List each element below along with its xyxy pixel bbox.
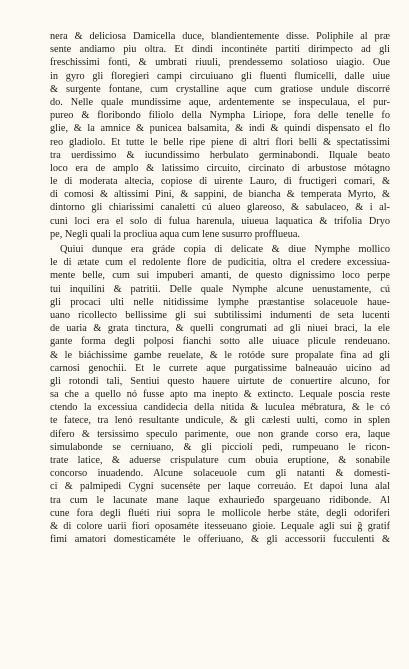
text-line: le di moderata altecia, copiose di uirente Lauro, di fructigeri comari, & (50, 176, 390, 188)
text-line: pureo & floribondo filiolo della Nympha Liriope, fora delle tenelle fo (50, 110, 390, 122)
text-line: cuni loci era el solo di fulua harenula, uiueua laquatica & trifolia Dryo (50, 215, 390, 227)
text-line: reo gladiolo. Et tutte le belle ripe piene di altri flori belli & spectatissimi (50, 136, 390, 148)
text-line: sente andiamo piu oltra. Et dindi incontinéte partiti dirimpecto ad gli (50, 44, 390, 56)
text-line: carnosi genochii. Et le currete aque purgatissime balneauáo uicino ad (50, 362, 390, 374)
text-line: ci & palmipedi Cygni sucenséte per laque correuáo. Et dapoi luna alal (50, 481, 390, 493)
text-line: difero & tersissimo speculo parimente, oue non grande corso era, laque (50, 428, 390, 440)
text-line: & di colore uarii fiori oposaméte itesseuano gioie. Lequale agli sui ğ gratif (50, 520, 390, 532)
text-line: Quiui dunque era gráde copia di delicate & diue Nymphe mollico (60, 244, 390, 255)
text-line: glie, & la amnice & punicea balsamita, & indi & quindi dispensato el flo (50, 123, 390, 135)
text-line: gli procaci ulti nelle nitidissime lymphe præstantise solaceuole haue- (50, 296, 390, 308)
text-line: pe, Negli quali la procliua aqua cum lene susurro profflueua. (50, 228, 300, 240)
text-line: ctendo la excessiua candidecia della nitida & luculea mébratura, & le có (50, 402, 390, 414)
text-line: simulabonde se cerniuano, & gli picciolí pedi, rumpeuano le ricon- (50, 441, 390, 453)
text-line: gante forma degli polposi fianchi sotto alle uiuace plicule rendeuano. (50, 336, 390, 348)
text-line: te fatece, tra lenó resultante undicule, & gli cælesti uulti, como in splen (50, 415, 390, 427)
text-line: & surgente fontane, cum crystalline aque cum gratiose undule discorré (50, 83, 390, 95)
text-line: tra uerdissimo & iucundissimo herbulato germinabondi. Ilquale beato (50, 149, 390, 161)
text-line: sa che a quello nó fusse apto ma inepto & extincto. Lequale poscia reste (50, 389, 390, 401)
text-line: cune fora degli fluéti riui sopra le mollicole herbe státe, degli odoriferi (50, 507, 390, 519)
text-line: dintorno gli chiarissimi canaletti cú alueo glareoso, & sabulaceo, & i al- (50, 202, 390, 214)
text-line: le di ætate cum el redolente flore de pudicitia, oltra el credere excessiua- (50, 257, 390, 269)
text-line: do. Nelle quale mundissime aque, ardentemente se inspeculaua, el pur- (50, 96, 390, 108)
paragraph-1 (50, 30, 390, 241)
text-line: & le biáchissime gambe reuelate, & le rotóde sure propalate fina ad gli (50, 349, 390, 361)
text-line: fimi amatori domesticaméte le offeriuano, & gli accessorii fucculenti & (50, 534, 390, 546)
text-line: gli rotondi tali, Sentiui questo hauere uirtute de conuertire alcuno, for (50, 375, 390, 387)
text-line: tra cum le lacunate mane laque exhaurieđo spargeuano ridibonde. Al (50, 494, 390, 506)
text-line: concorso inuadendo. Alcune solaceuole cum gli natanti & domesti- (50, 468, 390, 480)
paragraph-2 (50, 243, 390, 546)
text-line: uano ricollecto bellissime gli sui subtilissimi indumenti de seta lucenti (50, 309, 390, 321)
text-line: freschissimi fonti, & umbrati riuuli, prendessemo solatioso uiagio. Oue (50, 57, 390, 69)
body-text (50, 30, 390, 546)
text-line: di comosi & altissimi Pini, & sappini, de biancha & temperata Myrto, & (50, 189, 390, 201)
text-line: in gyro gli floregieri campi circuiuano gli fluenti flumicelli, dalle uiue (50, 70, 390, 82)
text-line: de uaria & grata tinctura, & quelli congrumati ad gli niuei braci, la ele (50, 323, 390, 335)
text-line: mente belle, cum sui impuberi amanti, de questo dignissimo loco perpe (50, 270, 390, 282)
text-line: nera & deliciosa Damicella duce, blandientemente disse. Poliphile al præ (50, 31, 390, 42)
text-line: trate latice, & aduerse crispulature cum obuia eruptione, & sonabile (50, 455, 390, 466)
text-line: tui inquilini & patritii. Delle quale Nymphe alcune uenustamente, cú (50, 283, 390, 295)
text-line: loco era de amplo & latissimo circuito, circinato di arbustose mótagno (50, 162, 390, 174)
